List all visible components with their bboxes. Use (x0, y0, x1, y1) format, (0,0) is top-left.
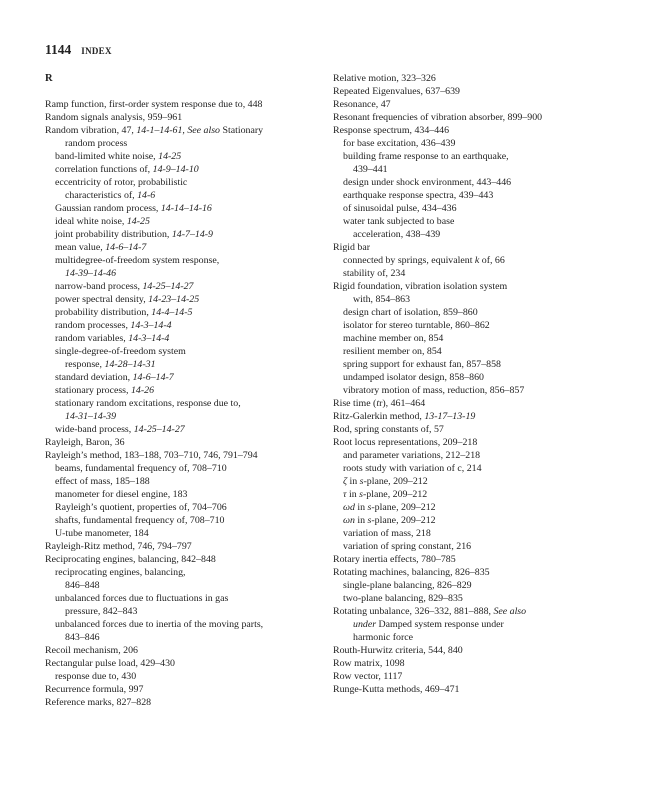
page-header (45, 41, 112, 59)
index-entry (333, 423, 633, 436)
index-entry-text: Runge-Kutta methods, 469–471 (333, 684, 460, 695)
index-entry-text: band-limited white noise, (55, 151, 159, 162)
index-entry-text: 14-25 (126, 216, 150, 227)
index-entry-text: response, (65, 359, 105, 370)
index-entry-text: Repeated Eigenvalues, 637–639 (333, 86, 460, 97)
index-entry-text: power spectral density, (55, 294, 149, 305)
index-entry-text: ζ (343, 476, 347, 487)
index-entry-text: s (359, 476, 364, 487)
index-entry (333, 280, 633, 293)
index-entry-text: ωn (343, 515, 355, 526)
index-entry-text: two-plane balancing, 829–835 (343, 593, 463, 604)
index-entry-text: Rayleigh’s quotient, properties of, 704–706 (55, 502, 227, 513)
index-entry (45, 527, 320, 540)
index-entry-text: Stationary (220, 125, 264, 136)
index-entry-text: Row vector, 1117 (333, 671, 403, 682)
index-entry-text: Root locus representations, 209–218 (333, 437, 478, 448)
index-entry (45, 215, 320, 228)
index-entry-text: random process (65, 138, 128, 149)
index-entry-text: connected by springs, equivalent (343, 255, 475, 266)
index-entry-text: Ramp function, first-order system response due to, 448 (45, 99, 263, 110)
index-entry-text: variation of mass, 218 (343, 528, 431, 539)
index-entry (333, 618, 633, 631)
index-entry (333, 163, 633, 176)
index-entry-text: 14-9–14-10 (152, 164, 199, 175)
index-entry-text: manometer for diesel engine, 183 (55, 489, 188, 500)
index-entry (333, 462, 633, 475)
index-entry-text: response due to, 430 (55, 671, 137, 682)
index-entry-text: narrow-band process, (55, 281, 143, 292)
index-entry (45, 670, 320, 683)
index-entry-text: Rigid foundation, vibration isolation system (333, 281, 508, 292)
index-entry-text: random variables, (55, 333, 129, 344)
index-entry (333, 306, 633, 319)
index-entry-text: -plane, 209–212 (363, 476, 428, 487)
index-entry (333, 202, 633, 215)
index-entry-text: , (182, 125, 188, 136)
index-entry (45, 241, 320, 254)
index-entry-text: wide-band process, (55, 424, 134, 435)
index-entry-text: -plane, 209–212 (363, 489, 428, 500)
index-entry-text: See also (493, 606, 527, 617)
index-entry-text: multidegree-of-freedom system response, (55, 255, 220, 266)
index-entry-text: 14-1–14-61 (136, 125, 183, 136)
index-entry (45, 371, 320, 384)
index-entry (45, 657, 320, 670)
index-entry (333, 345, 633, 358)
index-entry-text: 439–441 (353, 164, 388, 175)
index-entry-text: Resonance, 47 (333, 99, 391, 110)
index-entry (45, 332, 320, 345)
index-entry (45, 397, 320, 410)
index-entry (45, 137, 320, 150)
index-entry-text: Rigid bar (333, 242, 371, 253)
index-entry (45, 683, 320, 696)
page-number: 1144 (45, 42, 72, 57)
index-entry-text: Resonant frequencies of vibration absorber, 899–900 (333, 112, 543, 123)
index-entry-text: 843–846 (65, 632, 100, 643)
index-entry (333, 670, 633, 683)
index-entry (45, 345, 320, 358)
index-entry (45, 98, 320, 111)
index-entry (333, 371, 633, 384)
index-entry-text: characteristics of, (65, 190, 138, 201)
index-entry-text: unbalanced forces due to fluctuations in gas (55, 593, 229, 604)
index-entry-text: 14-25–14-27 (133, 424, 185, 435)
index-entry-text: -plane, 209–212 (371, 502, 436, 513)
index-entry (45, 475, 320, 488)
index-entry (333, 189, 633, 202)
section-letter: R (45, 73, 53, 84)
index-entry (333, 527, 633, 540)
index-entry-text: Rayleigh, Baron, 36 (45, 437, 125, 448)
index-entry-text: random processes, (55, 320, 131, 331)
index-entry (333, 501, 633, 514)
index-entry-text: s (359, 489, 364, 500)
index-entry (333, 683, 633, 696)
index-entry-text: Recoil mechanism, 206 (45, 645, 138, 656)
index-entry-text: Rod, spring constants of, 57 (333, 424, 444, 435)
index-entry-text: 14-4–14-5 (151, 307, 193, 318)
index-entry-text: U-tube manometer, 184 (55, 528, 149, 539)
index-entry-text: s (367, 515, 372, 526)
index-entry (333, 566, 633, 579)
index-entry (333, 358, 633, 371)
index-entry (333, 228, 633, 241)
index-entry (333, 254, 633, 267)
index-entry-text: stationary random excitations, response due to, (55, 398, 241, 409)
index-entry (45, 514, 320, 527)
index-entry-text: eccentricity of rotor, probabilistic (55, 177, 188, 188)
index-entry-text: 14-3–14-4 (130, 320, 172, 331)
index-entry (45, 228, 320, 241)
index-entry (45, 176, 320, 189)
index-entry-text: mean value, (55, 242, 106, 253)
index-entry-text: τ (343, 489, 347, 500)
index-entry-text: pressure, 842–843 (65, 606, 138, 617)
header-label: INDEX (81, 46, 112, 56)
index-entry-text: vibratory motion of mass, reduction, 856–857 (343, 385, 525, 396)
index-entry-text: reciprocating engines, balancing, (55, 567, 186, 578)
index-entry-text: spring support for exhaust fan, 857–858 (343, 359, 501, 370)
index-entry-text: design under shock environment, 443–446 (343, 177, 512, 188)
index-entry (45, 163, 320, 176)
index-entry (333, 397, 633, 410)
index-entry (45, 540, 320, 553)
index-entry-text: ), 461–464 (382, 398, 426, 409)
index-entry-text: correlation functions of, (55, 164, 153, 175)
index-entry (333, 488, 633, 501)
index-entry-text: Reciprocating engines, balancing, 842–848 (45, 554, 216, 565)
index-entry-text: probability distribution, (55, 307, 152, 318)
index-entry (45, 488, 320, 501)
index-entry-text: Rise time ( (333, 398, 377, 409)
index-entry-text: 13-17–13-19 (424, 411, 476, 422)
index-entry-text: under (353, 619, 377, 630)
index-entry (333, 176, 633, 189)
left-column (45, 72, 320, 709)
index-entry (333, 267, 633, 280)
index-entry-text: undamped isolator design, 858–860 (343, 372, 484, 383)
index-entry-text: Rotary inertia effects, 780–785 (333, 554, 456, 565)
index-entry (333, 410, 633, 423)
index-entry (45, 592, 320, 605)
index-entry (333, 449, 633, 462)
index-entry (333, 384, 633, 397)
index-entry-text: 14-6 (137, 190, 156, 201)
index-entry-text: Relative motion, 323–326 (333, 73, 436, 84)
index-entry-text: See also (187, 125, 220, 136)
index-entry-text: r (379, 398, 383, 409)
right-column (333, 72, 633, 696)
index-entry-text: acceleration, 438–439 (353, 229, 441, 240)
index-entry-text: beams, fundamental frequency of, 708–710 (55, 463, 227, 474)
index-entry-text: single-plane balancing, 826–829 (343, 580, 472, 591)
index-entry (333, 475, 633, 488)
index-entry-text: Row matrix, 1098 (333, 658, 405, 669)
index-entry-text: Rotating machines, balancing, 826–835 (333, 567, 490, 578)
index-entry (45, 189, 320, 202)
index-entry (333, 124, 633, 137)
index-entry (45, 618, 320, 631)
index-entry-text: earthquake response spectra, 439–443 (343, 190, 494, 201)
index-entry-text: s (367, 502, 372, 513)
index-entry (45, 319, 320, 332)
index-entry-text: with, 854–863 (353, 294, 411, 305)
index-entry (45, 566, 320, 579)
index-entry (333, 553, 633, 566)
index-entry (45, 579, 320, 592)
index-entry (45, 644, 320, 657)
index-entry-text: Rotating unbalance, 326–332, 881–888, (333, 606, 494, 617)
index-entry (333, 150, 633, 163)
index-entry (45, 254, 320, 267)
index-entry (333, 319, 633, 332)
index-entry (45, 553, 320, 566)
index-entry-text: building frame response to an earthquake, (343, 151, 509, 162)
index-entry-text: Routh-Hurwitz criteria, 544, 840 (333, 645, 463, 656)
index-entry-text: t (376, 398, 380, 409)
index-entry-text: Rayleigh’s method, 183–188, 703–710, 746, 791–794 (45, 450, 258, 461)
index-entry-text: 14-14–14-16 (160, 203, 212, 214)
index-entry-text: 14-25 (158, 151, 182, 162)
index-entry (45, 280, 320, 293)
index-entry (333, 137, 633, 150)
index-entry (333, 293, 633, 306)
index-entry (45, 462, 320, 475)
index-entry-text: Rectangular pulse load, 429–430 (45, 658, 175, 669)
index-entry-text: of sinusoidal pulse, 434–436 (343, 203, 457, 214)
index-entry (333, 72, 633, 85)
index-entry (333, 540, 633, 553)
index-entry-text: ideal white noise, (55, 216, 127, 227)
index-entry-text: machine member on, 854 (343, 333, 444, 344)
index-entry-text: in (347, 476, 360, 487)
index-entry-text: isolator for stereo turntable, 860–862 (343, 320, 490, 331)
index-entry-text: of, 66 (479, 255, 505, 266)
index-entry (333, 215, 633, 228)
index-entry (45, 293, 320, 306)
index-entry (333, 644, 633, 657)
index-entry-text: Ritz-Galerkin method, (333, 411, 425, 422)
index-entry-text: Reference marks, 827–828 (45, 697, 152, 708)
index-entry-text: Response spectrum, 434–446 (333, 125, 450, 136)
index-entry (45, 150, 320, 163)
index-entry (333, 98, 633, 111)
index-entry (333, 85, 633, 98)
index-entry-text: 14-28–14-31 (104, 359, 156, 370)
index-entry (45, 501, 320, 514)
index-entry-text: in (354, 502, 368, 513)
index-entry-text: variation of spring constant, 216 (343, 541, 472, 552)
index-entry-text: Damped system response under (376, 619, 504, 630)
index-entry (45, 631, 320, 644)
index-entry-text: 14-26 (130, 385, 155, 396)
index-entry-text: stationary process, (55, 385, 131, 396)
index-entry (333, 436, 633, 449)
index-entry-text: 14-39–14-46 (65, 268, 117, 279)
index-entry-text: harmonic force (353, 632, 414, 643)
index-entry (45, 423, 320, 436)
index-entry-text: 14-7–14-9 (171, 229, 213, 240)
index-entry (333, 111, 633, 124)
index-entry-text: for base excitation, 436–439 (343, 138, 456, 149)
index-entry-text: Gaussian random process, (55, 203, 161, 214)
index-entry-text: Random signals analysis, 959–961 (45, 112, 183, 123)
index-entry-text: Random vibration, 47, (45, 125, 137, 136)
index-entry-text: k (474, 255, 480, 266)
index-entry (45, 449, 320, 462)
index-entry-text: Rayleigh-Ritz method, 746, 794–797 (45, 541, 192, 552)
index-entry-text: 14-6–14-7 (132, 372, 174, 383)
index-entry-text: 14-6–14-7 (105, 242, 147, 253)
index-entry-text: in (354, 515, 368, 526)
index-entry-text: ωd (343, 502, 355, 513)
index-entry-text: shafts, fundamental frequency of, 708–710 (55, 515, 225, 526)
index-entry-text: standard deviation, (55, 372, 133, 383)
index-entry-text: 846–848 (65, 580, 100, 591)
index-entry (45, 358, 320, 371)
index-entry-text: design chart of isolation, 859–860 (343, 307, 478, 318)
index-entry (333, 579, 633, 592)
index-entry-text: and parameter variations, 212–218 (343, 450, 481, 461)
index-entry-text: effect of mass, 185–188 (55, 476, 150, 487)
index-entry-text: 14-31–14-39 (65, 411, 117, 422)
index-entry (333, 605, 633, 618)
index-entry (45, 124, 320, 137)
index-entry-text: 14-23–14-25 (148, 294, 200, 305)
index-entry-text: unbalanced forces due to inertia of the moving parts, (55, 619, 264, 630)
index-entry-text: joint probability distribution, (55, 229, 172, 240)
index-entry (333, 631, 633, 644)
index-entry (45, 696, 320, 709)
index-entry (45, 202, 320, 215)
index-entry-text: roots study with variation of c, 214 (343, 463, 482, 474)
index-entry-text: stability of, 234 (343, 268, 406, 279)
index-entry-text: in (346, 489, 360, 500)
index-entry (45, 111, 320, 124)
index-entry-text: single-degree-of-freedom system (55, 346, 186, 357)
index-entry (45, 306, 320, 319)
index-entry-text: 14-3–14-4 (128, 333, 170, 344)
index-entry (333, 592, 633, 605)
index-entry-text: resilient member on, 854 (343, 346, 442, 357)
index-entry-text: Recurrence formula, 997 (45, 684, 144, 695)
index-entry-text: water tank subjected to base (343, 216, 455, 227)
index-entry (45, 436, 320, 449)
index-entry (45, 410, 320, 423)
index-entry (45, 267, 320, 280)
index-entry (45, 384, 320, 397)
index-entry (333, 241, 633, 254)
index-entry (333, 514, 633, 527)
index-entry (333, 657, 633, 670)
index-entry (333, 332, 633, 345)
index-entry (45, 605, 320, 618)
index-entry-text: -plane, 209–212 (371, 515, 436, 526)
index-entry-text: 14-25–14-27 (142, 281, 194, 292)
